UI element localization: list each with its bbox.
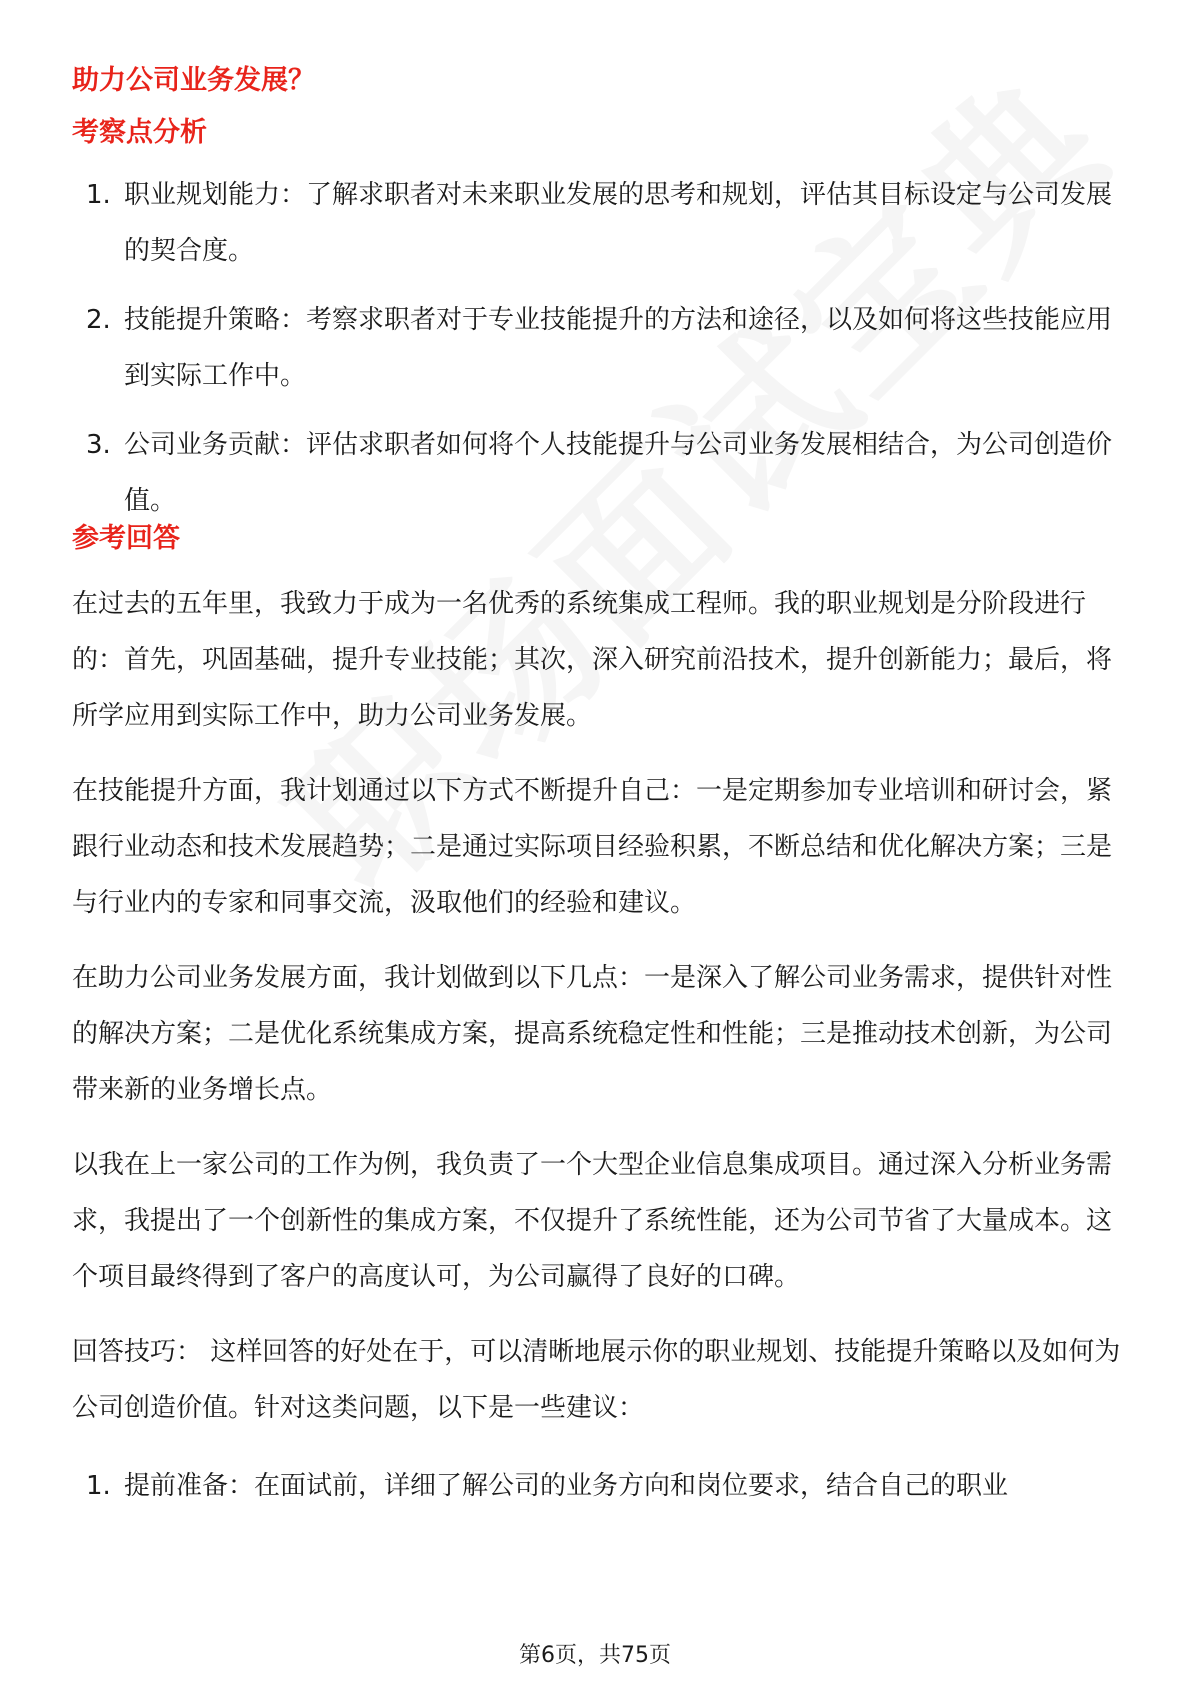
tips-list	[72, 1458, 1122, 1527]
list-number: 1.	[86, 1471, 111, 1501]
list-number: 1.	[86, 180, 111, 210]
list-item-text: 提前准备：在面试前，详细了解公司的业务方向和岗位要求，结合自己的职业	[124, 1471, 1009, 1501]
list-number: 2.	[86, 305, 111, 335]
answer-paragraph: 在过去的五年里，我致力于成为一名优秀的系统集成工程师。我的职业规划是分阶段进行的：首先，巩固基础，提升专业技能；其次，深入研究前沿技术，提升创新能力；最后，将所学应用到实际工作中，助力公司业务发展。	[72, 589, 1113, 731]
list-item	[72, 417, 1122, 529]
answer-paragraph: 以我在上一家公司的工作为例，我负责了一个大型企业信息集成项目。通过深入分析业务需求，我提出了一个创新性的集成方案，不仅提升了系统性能，还为公司节省了大量成本。这个项目最终得到了客户的高度认可，为公司赢得了良好的口碑。	[72, 1150, 1113, 1292]
answer-tip-paragraph: 回答技巧： 这样回答的好处在于，可以清晰地展示你的职业规划、技能提升策略以及如何为公司创造价值。针对这类问题，以下是一些建议：	[72, 1337, 1121, 1423]
answer-heading: 参考回答	[72, 523, 180, 554]
list-item-text: 公司业务贡献：评估求职者如何将个人技能提升与公司业务发展相结合，为公司创造价值。	[124, 430, 1113, 516]
page-number: 第6页，共75页	[519, 1643, 671, 1668]
answer-paragraph: 在技能提升方面，我计划通过以下方式不断提升自己：一是定期参加专业培训和研讨会，紧跟行业动态和技术发展趋势；二是通过实际项目经验积累，不断总结和优化解决方案；三是与行业内的专家和同事交流，汲取他们的经验和建议。	[72, 776, 1113, 918]
list-number: 3.	[86, 430, 111, 460]
list-item	[72, 167, 1122, 279]
analysis-heading: 考察点分析	[72, 117, 207, 148]
analysis-list	[72, 167, 1122, 542]
list-item	[72, 1458, 1122, 1514]
list-item-text: 技能提升策略：考察求职者对于专业技能提升的方法和途径，以及如何将这些技能应用到实际工作中。	[124, 305, 1113, 391]
list-item	[72, 292, 1122, 404]
list-item-text: 职业规划能力：了解求职者对未来职业发展的思考和规划，评估其目标设定与公司发展的契合度。	[124, 180, 1113, 266]
question-title: 助力公司业务发展？	[72, 65, 315, 96]
answer-paragraph: 在助力公司业务发展方面，我计划做到以下几点：一是深入了解公司业务需求，提供针对性的解决方案；二是优化系统集成方案，提高系统稳定性和性能；三是推动技术创新，为公司带来新的业务增长点。	[72, 963, 1113, 1105]
